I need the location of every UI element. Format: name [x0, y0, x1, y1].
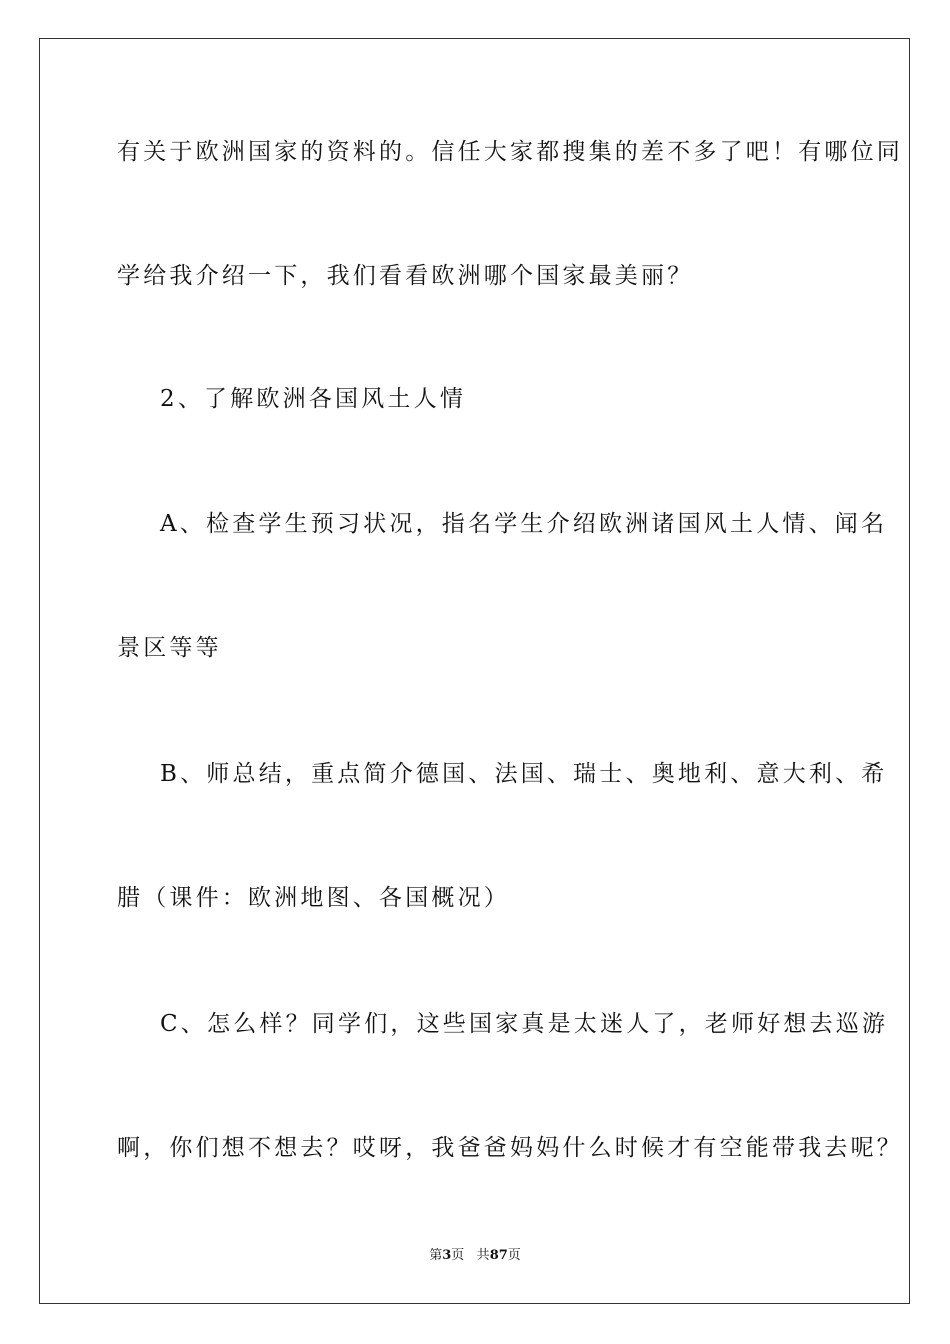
- body-text-line: B、师总结，重点简介德国、法国、瑞士、奥地利、意大利、希: [160, 761, 888, 787]
- body-text-line: A、检查学生预习状况，指名学生介绍欧洲诸国风土人情、闻名: [160, 511, 888, 537]
- total-suffix: 页: [507, 1248, 521, 1263]
- page-suffix: 页: [451, 1248, 465, 1263]
- body-text-line: 有关于欧洲国家的资料的。信任大家都搜集的差不多了吧！有哪位同: [117, 139, 903, 165]
- body-text-line: 啊，你们想不想去？哎呀，我爸爸妈妈什么时候才有空能带我去呢？: [117, 1135, 903, 1161]
- body-text-line: 学给我介绍一下，我们看看欧洲哪个国家最美丽？: [117, 263, 694, 289]
- body-text-line: C、怎么样？同学们，这些国家真是太迷人了，老师好想去巡游: [160, 1011, 889, 1037]
- total-prefix: 共: [476, 1248, 490, 1263]
- page-number: 3: [442, 1248, 452, 1263]
- page-prefix: 第: [429, 1248, 443, 1263]
- body-text-line: 腊（课件：欧洲地图、各国概况）: [117, 885, 510, 911]
- body-text-line: 景区等等: [117, 635, 222, 661]
- section-heading: 2、了解欧洲各国风土人情: [160, 386, 467, 412]
- page-border: [39, 38, 910, 1304]
- total-pages: 87: [489, 1248, 508, 1263]
- page-footer: [0, 1248, 950, 1264]
